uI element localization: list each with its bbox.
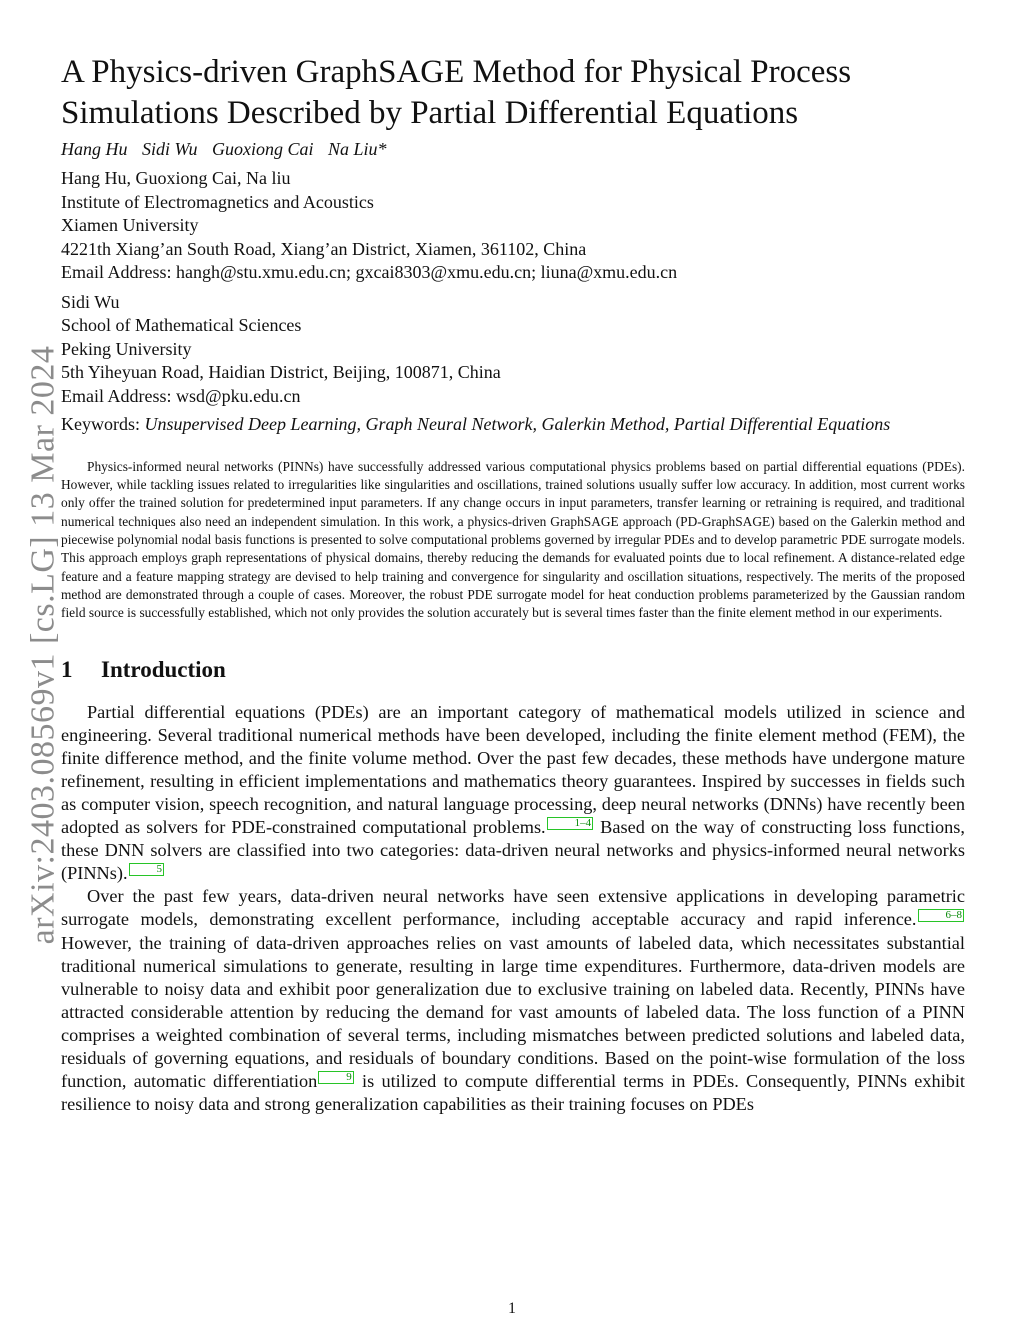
citation-link[interactable]: 6–8 <box>918 909 965 922</box>
author: Sidi Wu <box>142 139 198 159</box>
affiliation-email: Email Address: hangh@stu.xmu.edu.cn; gxcai8303@xmu.edu.cn; liuna@xmu.edu.cn <box>61 262 678 282</box>
paper-title: A Physics-driven GraphSAGE Method for Physical Process Simulations Described by Partial Differential Equations <box>61 54 852 131</box>
author-list <box>61 137 965 161</box>
paragraph-text: Based on the way of constructing loss functions, these DNN solvers are classified into two categories: data-driven neural networks and physics-informed neural networks (PINNs). <box>61 817 965 884</box>
section-heading <box>61 654 965 686</box>
affiliation-line: Sidi Wu <box>61 291 120 312</box>
section-number: 1 <box>61 656 73 682</box>
paragraph-text: Over the past few years, data-driven neural networks have seen extensive applications in developing parametric surrogate models, demonstrating excellent performance, including acceptable accuracy and rapid inference. <box>61 886 965 930</box>
keywords-label: Keywords: <box>61 414 140 434</box>
affiliation-line: 4221th Xiang’an South Road, Xiang’an District, Xiamen, 361102, China <box>61 238 587 259</box>
citation-link[interactable]: 1–4 <box>547 817 594 830</box>
page-number: 1 <box>508 1300 516 1317</box>
paragraph-text: However, the training of data-driven approaches relies on vast amounts of labeled data, which necessitates substantial traditional numerical simulations to generate, resulting in large time expenditures. Furthermore, data-driven models are vulnerable to noisy data and exhibit poor generalization due to exclusive training on labeled data. Recently, PINNs have attracted considerable attention by reducing the demand for vast amounts of labeled data. The loss function of a PINN comprises a weighted combination of several terms, including mismatches between predicted solutions and labeled data, residuals of governing equations, and residuals of boundary conditions. Based on the point-wise formulation of the loss function, automatic differentiation <box>61 932 965 1092</box>
citation-link[interactable]: 5 <box>129 863 165 876</box>
affiliation-line: Institute of Electromagnetics and Acoustics <box>61 191 374 212</box>
affiliation-line: 5th Yiheyuan Road, Haidian District, Beijing, 100871, China <box>61 362 501 382</box>
paragraph-text: is utilized to compute differential terms in PDEs. Consequently, PINNs exhibit resilience to noisy data and strong generalization capabilities as their training focuses on PDEs <box>61 1071 966 1115</box>
paragraph <box>61 701 965 886</box>
keywords-value: Unsupervised Deep Learning, Graph Neural Network, Galerkin Method, Partial Differential Equations <box>144 414 891 434</box>
affiliation-line: Xiamen University <box>61 215 199 235</box>
author: Guoxiong Cai <box>212 139 314 159</box>
affiliation-line: Peking University <box>61 338 192 359</box>
arxiv-id: arXiv:2403.08569v1 [cs.LG] 13 Mar 2024 <box>24 345 62 945</box>
abstract: Physics-informed neural networks (PINNs) have successfully addressed various computational physics problems based on partial differential equations (PDEs). However, while tackling issues related to irregularities like singularities and oscillations, trained solutions usually suffer low accuracy. In addition, most current works only offer the trained solution for predetermined input parameters. If any change occurs in input parameters, transfer learning or retraining is required, and traditional numerical techniques also need an independent simulation. In this work, a physics-driven GraphSAGE approach (PD-GraphSAGE) based on the Galerkin method and piecewise polynomial nodal basis functions is presented to solve computational problems governed by irregular PDEs and to develop parametric PDE surrogate models. This approach employs graph representations of physical domains, thereby reducing the demands for evaluated points due to local refinement. A distance-related edge feature and a feature mapping strategy are devised to help training and convergence for singularity and oscillation situations, respectively. The merits of the proposed method are demonstrated through a couple of cases. Moreover, the robust PDE surrogate model for heat conduction problems parameterized by the Gaussian random field source is successfully established, which not only provides the solution accurately but is several times faster than the finite element method in our experiments. <box>61 458 965 621</box>
keywords <box>61 413 965 437</box>
paper-page <box>61 52 965 1116</box>
affiliation-block-1 <box>61 167 965 285</box>
affiliation-block-2 <box>61 291 965 409</box>
affiliation-line: School of Mathematical Sciences <box>61 315 302 335</box>
paragraph-text: Partial differential equations (PDEs) are an important category of mathematical models utilized in science and engineering. Several traditional numerical methods have been developed, including the finite element method (FEM), the finite difference method, and the finite volume method. Over the past few decades, these methods have undergone mature refinement, resulting in efficient implementations and mathematics theory guarantees. Inspired by successes in fields such as computer vision, speech recognition, and natural language processing, deep neural networks (DNNs) have recently been adopted as solvers for PDE-constrained computational problems. <box>61 701 965 838</box>
section-title: Introduction <box>101 656 226 682</box>
paragraph <box>61 885 965 1116</box>
affiliation-line: Hang Hu, Guoxiong Cai, Na liu <box>61 168 291 188</box>
citation-link[interactable]: 9 <box>318 1071 354 1084</box>
affiliation-email: Email Address: wsd@pku.edu.cn <box>61 385 301 406</box>
author: Hang Hu <box>61 139 128 159</box>
author: Na Liu* <box>328 139 387 159</box>
